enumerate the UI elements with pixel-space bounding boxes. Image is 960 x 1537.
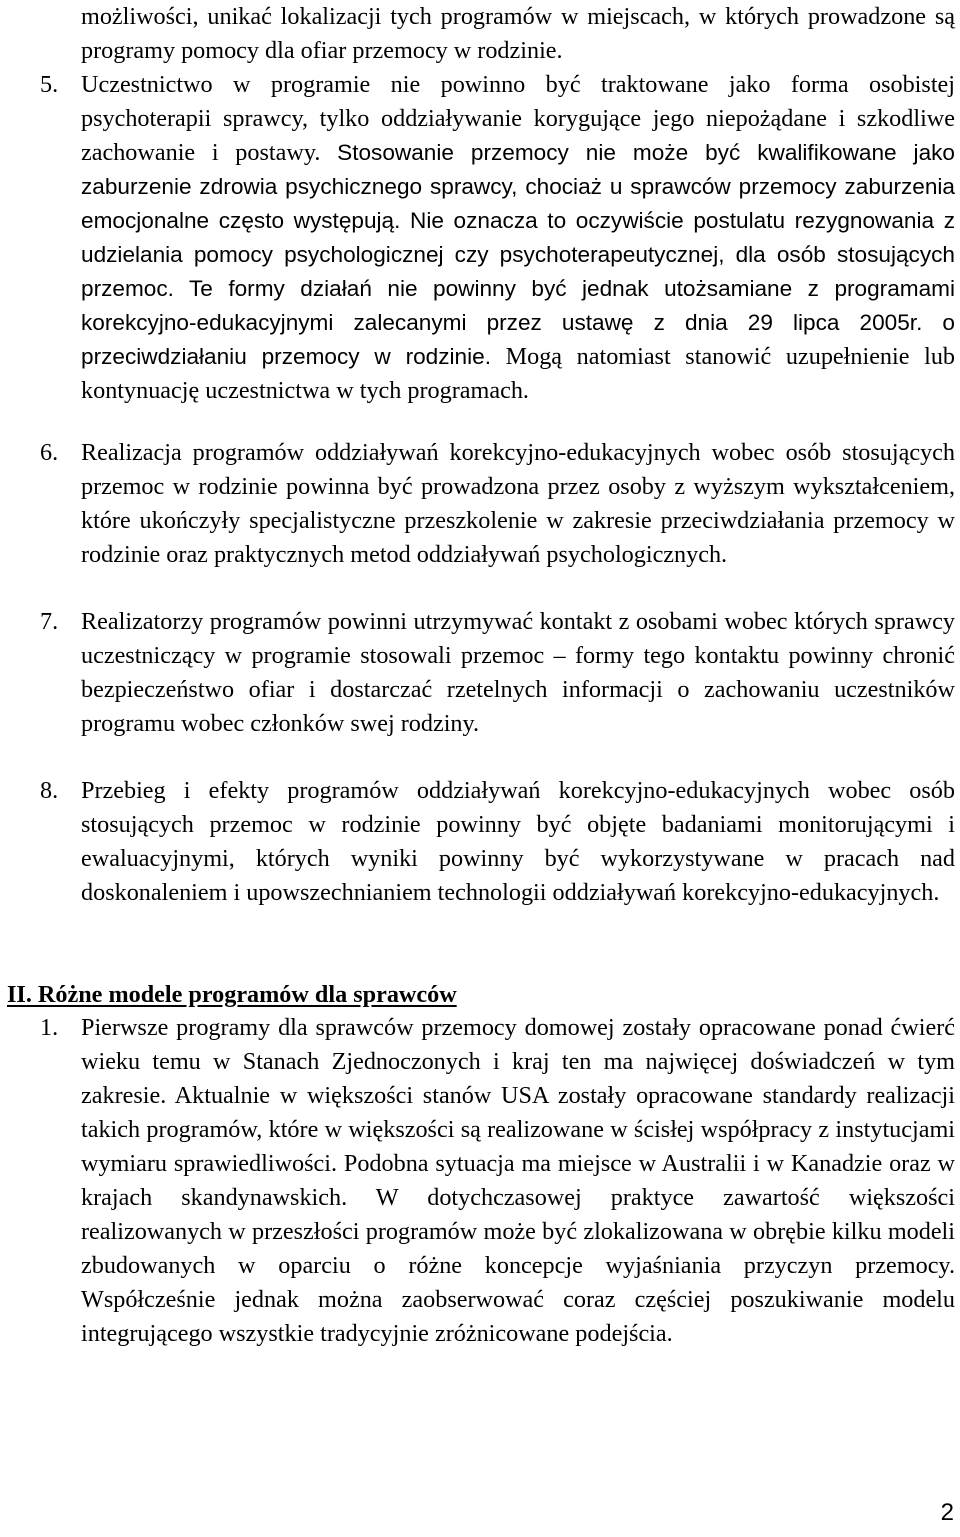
list-item-body: Realizatorzy programów powinni utrzymywać kontakt z osobami wobec których sprawcy uczestniczący w programie stosowali przemoc – formy tego kontaktu powinny chronić bezpieczeństwo ofiar i dostarczać rzetelnych informacji o zachowaniu uczestników programu wobec członków swej rodziny. bbox=[81, 608, 955, 737]
section-heading: II. Różne modele programów dla sprawców bbox=[7, 981, 457, 1008]
item-5-text-a: Uczestnictwo w programie nie powinno być traktowane jako forma osobistej psychoterapii sprawcy, tylko oddziaływanie korygujące jego niepożądane i szkodliwe zachowanie i postawy. bbox=[81, 71, 955, 166]
item-5-text-b: Mogą natomiast stanowić uzupełnienie lub kontynuację uczestnictwa w tych programach. bbox=[81, 343, 956, 404]
list-number: 6. bbox=[40, 439, 59, 466]
page-number: 2 bbox=[940, 1499, 954, 1526]
list-number: 8. bbox=[40, 777, 59, 804]
list-item-body: Realizacja programów oddziaływań korekcyjno-edukacyjnych wobec osób stosujących przemoc w rodzinie powinna być prowadzona przez osoby z wyższym wykształceniem, które ukończyły specjalistyczne przeszkolenie w zakresie przeciwdziałania przemocy w rodzinie oraz praktycznych metod oddziaływań psychologicznych. bbox=[81, 439, 955, 568]
lead-paragraph: możliwości, unikać lokalizacji tych programów w miejscach, w których prowadzone są programy pomocy dla ofiar przemocy w rodzinie. bbox=[81, 3, 955, 64]
item-5-sans-text: Stosowanie przemocy nie może być kwalifikowane jako zaburzenie zdrowia psychicznego sprawcy, chociaż u sprawców przemocy zaburzenia emocjonalne często występują. Nie oznacza to oczywiście postulatu rezygnowania z udzielania pomocy psychologicznej czy psychoterapeutycznej, dla osób stosujących przemoc. Te formy działań nie powinny być jednak utożsamiane z programami korekcyjno-edukacyjnymi zalecanymi przez ustawę z dnia 29 lipca 2005r. o przeciwdziałaniu przemocy w rodzinie. bbox=[81, 140, 955, 369]
list-item-8 bbox=[0, 774, 955, 910]
list-number: 7. bbox=[40, 608, 59, 635]
list-item-5 bbox=[0, 68, 955, 408]
list-number: 5. bbox=[40, 71, 59, 98]
list-number: 1. bbox=[40, 1014, 59, 1041]
list-item-6 bbox=[0, 436, 955, 572]
section-list-item-1 bbox=[0, 1011, 955, 1351]
list-item-7 bbox=[0, 605, 955, 741]
list-item-body: Pierwsze programy dla sprawców przemocy domowej zostały opracowane ponad ćwierć wieku temu w Stanach Zjednoczonych i kraj ten ma najwięcej doświadczeń w tym zakresie. Aktualnie w większości stanów USA zostały opracowane standardy realizacji takich programów, które w większości są realizowane w ścisłej współpracy z instytucjami wymiaru sprawiedliwości. Podobna sytuacja ma miejsce w Australii i w Kanadzie oraz w krajach skandynawskich. W dotychczasowej praktyce zawartość większości realizowanych w przeszłości programów może być zlokalizowana w obrębie kilku modeli zbudowanych w oparciu o różne koncepcje wyjaśniania przyczyn przemocy. Współcześnie jednak można zaobserwować coraz częściej poszukiwanie modelu integrującego wszystkie tradycyjnie zróżnicowane podejścia. bbox=[81, 1014, 955, 1347]
list-item-body bbox=[81, 68, 955, 408]
list-item-body: Przebieg i efekty programów oddziaływań korekcyjno-edukacyjnych wobec osób stosujących przemoc w rodzinie powinny być objęte badaniami monitorującymi i ewaluacyjnymi, których wyniki powinny być wykorzystywane w pracach nad doskonaleniem i upowszechnianiem technologii oddziaływań korekcyjno-edukacyjnych. bbox=[81, 777, 955, 906]
